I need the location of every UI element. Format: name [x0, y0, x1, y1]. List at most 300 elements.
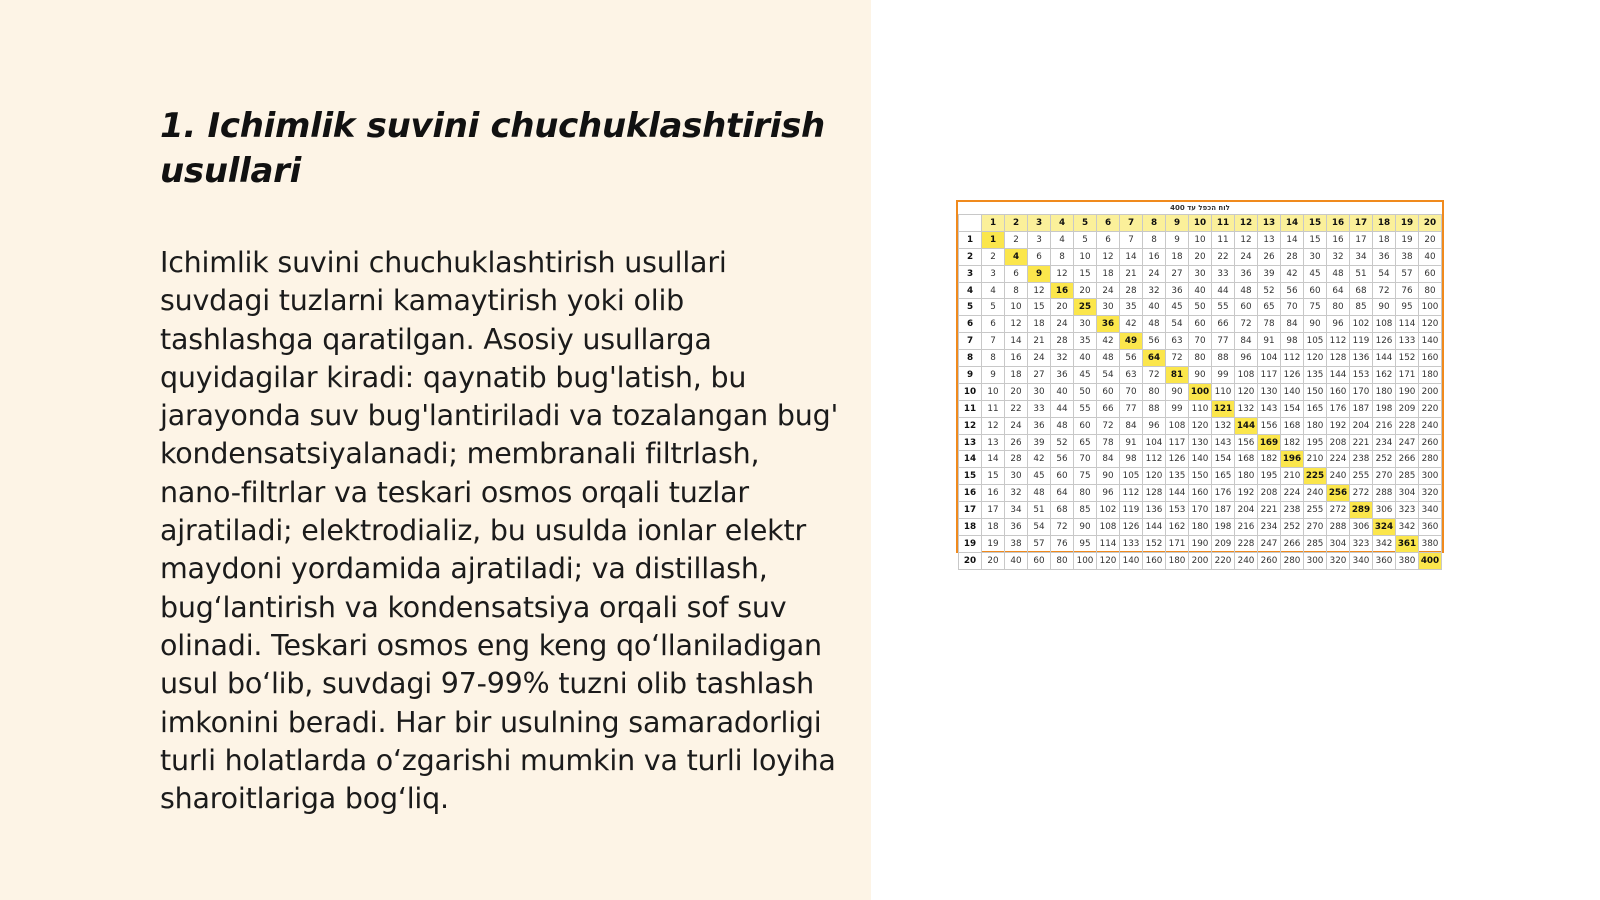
product-cell: 18	[1028, 316, 1051, 333]
product-cell: 65	[1074, 434, 1097, 451]
product-cell: 28	[1051, 333, 1074, 350]
product-cell: 14	[1281, 231, 1304, 248]
product-cell: 342	[1396, 519, 1419, 536]
table-row	[959, 552, 1442, 569]
product-cell: 99	[1166, 400, 1189, 417]
product-cell: 255	[1304, 502, 1327, 519]
product-cell: 266	[1396, 451, 1419, 468]
row-header: 11	[959, 400, 982, 417]
product-cell: 112	[1143, 451, 1166, 468]
product-cell: 102	[1097, 502, 1120, 519]
product-cell: 70	[1120, 383, 1143, 400]
product-cell: 45	[1028, 468, 1051, 485]
table-row	[959, 400, 1442, 417]
product-cell: 54	[1373, 265, 1396, 282]
table-row	[959, 535, 1442, 552]
column-header: 14	[1281, 215, 1304, 232]
product-cell: 72	[1051, 519, 1074, 536]
product-cell: 170	[1350, 383, 1373, 400]
product-cell: 21	[1028, 333, 1051, 350]
table-row	[959, 434, 1442, 451]
product-cell: 2	[982, 248, 1005, 265]
square-cell: 361	[1396, 535, 1419, 552]
product-cell: 40	[1005, 552, 1028, 569]
product-cell: 33	[1212, 265, 1235, 282]
product-cell: 165	[1304, 400, 1327, 417]
product-cell: 300	[1304, 552, 1327, 569]
column-header: 1	[982, 215, 1005, 232]
product-cell: 72	[1235, 316, 1258, 333]
product-cell: 85	[1074, 502, 1097, 519]
product-cell: 360	[1373, 552, 1396, 569]
product-cell: 135	[1166, 468, 1189, 485]
square-cell: 169	[1258, 434, 1281, 451]
row-header: 6	[959, 316, 982, 333]
table-row	[959, 417, 1442, 434]
product-cell: 28	[1120, 282, 1143, 299]
product-cell: 143	[1212, 434, 1235, 451]
product-cell: 56	[1143, 333, 1166, 350]
product-cell: 224	[1327, 451, 1350, 468]
square-cell: 1	[982, 231, 1005, 248]
product-cell: 56	[1051, 451, 1074, 468]
product-cell: 133	[1120, 535, 1143, 552]
product-cell: 285	[1396, 468, 1419, 485]
product-cell: 180	[1166, 552, 1189, 569]
column-header: 11	[1212, 215, 1235, 232]
column-header: 20	[1419, 215, 1442, 232]
product-cell: 44	[1212, 282, 1235, 299]
product-cell: 96	[1235, 350, 1258, 367]
product-cell: 270	[1304, 519, 1327, 536]
product-cell: 27	[1028, 367, 1051, 384]
product-cell: 64	[1327, 282, 1350, 299]
product-cell: 300	[1419, 468, 1442, 485]
product-cell: 48	[1327, 265, 1350, 282]
product-cell: 48	[1028, 485, 1051, 502]
table-corner-cell	[959, 215, 982, 232]
product-cell: 200	[1189, 552, 1212, 569]
product-cell: 306	[1350, 519, 1373, 536]
product-cell: 96	[1143, 417, 1166, 434]
product-cell: 28	[1005, 451, 1028, 468]
product-cell: 30	[1189, 265, 1212, 282]
product-cell: 247	[1396, 434, 1419, 451]
product-cell: 18	[1005, 367, 1028, 384]
product-cell: 108	[1373, 316, 1396, 333]
product-cell: 16	[1005, 350, 1028, 367]
product-cell: 76	[1051, 535, 1074, 552]
product-cell: 15	[1304, 231, 1327, 248]
product-cell: 33	[1028, 400, 1051, 417]
product-cell: 66	[1212, 316, 1235, 333]
product-cell: 260	[1258, 552, 1281, 569]
product-cell: 32	[1051, 350, 1074, 367]
product-cell: 209	[1212, 535, 1235, 552]
product-cell: 12	[1051, 265, 1074, 282]
table-row	[959, 248, 1442, 265]
product-cell: 8	[1051, 248, 1074, 265]
product-cell: 306	[1373, 502, 1396, 519]
product-cell: 143	[1258, 400, 1281, 417]
product-cell: 10	[1189, 231, 1212, 248]
product-cell: 240	[1327, 468, 1350, 485]
product-cell: 120	[1189, 417, 1212, 434]
table-row	[959, 299, 1442, 316]
product-cell: 195	[1304, 434, 1327, 451]
product-cell: 204	[1350, 417, 1373, 434]
product-cell: 272	[1350, 485, 1373, 502]
product-cell: 98	[1281, 333, 1304, 350]
square-cell: 400	[1419, 552, 1442, 569]
product-cell: 38	[1005, 535, 1028, 552]
product-cell: 15	[1074, 265, 1097, 282]
product-cell: 133	[1396, 333, 1419, 350]
column-header: 6	[1097, 215, 1120, 232]
product-cell: 255	[1350, 468, 1373, 485]
product-cell: 60	[1051, 468, 1074, 485]
product-cell: 12	[1005, 316, 1028, 333]
product-cell: 238	[1350, 451, 1373, 468]
product-cell: 3	[982, 265, 1005, 282]
product-cell: 64	[1051, 485, 1074, 502]
product-cell: 54	[1028, 519, 1051, 536]
product-cell: 15	[982, 468, 1005, 485]
product-cell: 84	[1281, 316, 1304, 333]
product-cell: 102	[1350, 316, 1373, 333]
product-cell: 18	[1373, 231, 1396, 248]
product-cell: 28	[1281, 248, 1304, 265]
product-cell: 171	[1396, 367, 1419, 384]
product-cell: 99	[1212, 367, 1235, 384]
product-cell: 266	[1281, 535, 1304, 552]
row-header: 18	[959, 519, 982, 536]
square-cell: 256	[1327, 485, 1350, 502]
square-cell: 225	[1304, 468, 1327, 485]
product-cell: 48	[1097, 350, 1120, 367]
product-cell: 126	[1281, 367, 1304, 384]
product-cell: 36	[1028, 417, 1051, 434]
product-cell: 9	[982, 367, 1005, 384]
product-cell: 20	[1074, 282, 1097, 299]
product-cell: 50	[1189, 299, 1212, 316]
product-cell: 70	[1281, 299, 1304, 316]
product-cell: 252	[1373, 451, 1396, 468]
product-cell: 180	[1189, 519, 1212, 536]
product-cell: 51	[1028, 502, 1051, 519]
product-cell: 40	[1419, 248, 1442, 265]
product-cell: 27	[1166, 265, 1189, 282]
product-cell: 240	[1304, 485, 1327, 502]
product-cell: 187	[1212, 502, 1235, 519]
product-cell: 128	[1143, 485, 1166, 502]
table-row	[959, 316, 1442, 333]
product-cell: 75	[1304, 299, 1327, 316]
product-cell: 252	[1281, 519, 1304, 536]
product-cell: 208	[1258, 485, 1281, 502]
product-cell: 95	[1396, 299, 1419, 316]
product-cell: 234	[1258, 519, 1281, 536]
product-cell: 63	[1120, 367, 1143, 384]
slide-title: 1. Ichimlik suvini chuchuklashtirish usullari	[160, 106, 825, 191]
product-cell: 220	[1212, 552, 1235, 569]
product-cell: 130	[1189, 434, 1212, 451]
product-cell: 26	[1005, 434, 1028, 451]
row-header: 12	[959, 417, 982, 434]
product-cell: 48	[1143, 316, 1166, 333]
product-cell: 42	[1028, 451, 1051, 468]
product-cell: 17	[1350, 231, 1373, 248]
product-cell: 304	[1327, 535, 1350, 552]
product-cell: 48	[1235, 282, 1258, 299]
product-cell: 150	[1304, 383, 1327, 400]
product-cell: 126	[1120, 519, 1143, 536]
product-cell: 110	[1189, 400, 1212, 417]
product-cell: 144	[1373, 350, 1396, 367]
table-row	[959, 231, 1442, 248]
product-cell: 6	[1005, 265, 1028, 282]
square-cell: 144	[1235, 417, 1258, 434]
row-header: 1	[959, 231, 982, 248]
product-cell: 176	[1327, 400, 1350, 417]
product-cell: 228	[1235, 535, 1258, 552]
product-cell: 182	[1281, 434, 1304, 451]
table-row	[959, 451, 1442, 468]
product-cell: 105	[1304, 333, 1327, 350]
product-cell: 77	[1212, 333, 1235, 350]
product-cell: 88	[1212, 350, 1235, 367]
product-cell: 35	[1074, 333, 1097, 350]
product-cell: 42	[1281, 265, 1304, 282]
product-cell: 24	[1143, 265, 1166, 282]
product-cell: 360	[1419, 519, 1442, 536]
product-cell: 16	[1143, 248, 1166, 265]
column-header: 3	[1028, 215, 1051, 232]
product-cell: 132	[1235, 400, 1258, 417]
product-cell: 60	[1189, 316, 1212, 333]
product-cell: 60	[1028, 552, 1051, 569]
table-row	[959, 502, 1442, 519]
product-cell: 15	[1028, 299, 1051, 316]
product-cell: 240	[1235, 552, 1258, 569]
product-cell: 238	[1281, 502, 1304, 519]
product-cell: 19	[982, 535, 1005, 552]
product-cell: 68	[1051, 502, 1074, 519]
product-cell: 77	[1120, 400, 1143, 417]
product-cell: 95	[1074, 535, 1097, 552]
product-cell: 112	[1281, 350, 1304, 367]
product-cell: 234	[1373, 434, 1396, 451]
product-cell: 162	[1373, 367, 1396, 384]
product-cell: 120	[1304, 350, 1327, 367]
product-cell: 90	[1074, 519, 1097, 536]
product-cell: 160	[1143, 552, 1166, 569]
table-row	[959, 367, 1442, 384]
table-row	[959, 485, 1442, 502]
product-cell: 156	[1258, 417, 1281, 434]
product-cell: 204	[1235, 502, 1258, 519]
product-cell: 108	[1235, 367, 1258, 384]
product-cell: 22	[1212, 248, 1235, 265]
product-cell: 260	[1419, 434, 1442, 451]
square-cell: 324	[1373, 519, 1396, 536]
row-header: 3	[959, 265, 982, 282]
column-header: 13	[1258, 215, 1281, 232]
column-header: 18	[1373, 215, 1396, 232]
product-cell: 20	[1419, 231, 1442, 248]
product-cell: 170	[1189, 502, 1212, 519]
product-cell: 208	[1327, 434, 1350, 451]
product-cell: 144	[1166, 485, 1189, 502]
product-cell: 342	[1373, 535, 1396, 552]
product-cell: 24	[1051, 316, 1074, 333]
square-cell: 289	[1350, 502, 1373, 519]
column-header: 10	[1189, 215, 1212, 232]
product-cell: 19	[1396, 231, 1419, 248]
product-cell: 10	[1074, 248, 1097, 265]
product-cell: 17	[982, 502, 1005, 519]
column-header: 17	[1350, 215, 1373, 232]
product-cell: 119	[1350, 333, 1373, 350]
row-header: 5	[959, 299, 982, 316]
product-cell: 162	[1166, 519, 1189, 536]
product-cell: 12	[982, 417, 1005, 434]
product-cell: 45	[1166, 299, 1189, 316]
product-cell: 323	[1396, 502, 1419, 519]
product-cell: 60	[1419, 265, 1442, 282]
product-cell: 247	[1258, 535, 1281, 552]
product-cell: 240	[1419, 417, 1442, 434]
product-cell: 24	[1005, 417, 1028, 434]
product-cell: 30	[1028, 383, 1051, 400]
square-cell: 4	[1005, 248, 1028, 265]
product-cell: 160	[1419, 350, 1442, 367]
product-cell: 34	[1350, 248, 1373, 265]
product-cell: 96	[1327, 316, 1350, 333]
square-cell: 49	[1120, 333, 1143, 350]
square-cell: 100	[1189, 383, 1212, 400]
row-header: 20	[959, 552, 982, 569]
product-cell: 182	[1258, 451, 1281, 468]
product-cell: 320	[1327, 552, 1350, 569]
product-cell: 190	[1396, 383, 1419, 400]
product-cell: 195	[1258, 468, 1281, 485]
product-cell: 11	[982, 400, 1005, 417]
product-cell: 80	[1419, 282, 1442, 299]
product-cell: 187	[1350, 400, 1373, 417]
row-header: 2	[959, 248, 982, 265]
product-cell: 4	[1051, 231, 1074, 248]
product-cell: 32	[1327, 248, 1350, 265]
product-cell: 78	[1258, 316, 1281, 333]
row-header: 14	[959, 451, 982, 468]
product-cell: 6	[1097, 231, 1120, 248]
product-cell: 78	[1097, 434, 1120, 451]
slide-body-text: Ichimlik suvini chuchuklashtirish usullari suvdagi tuzlarni kamaytirish yoki olib tashlashga qaratilgan. Asosiy usullarga quyidagilar kiradi: qaynatib bug'latish, bu jarayonda suv bug'lantiriladi va tozalangan bug' kondensatsiyalanadi; membranali filtrlash, nano-filtrlar va teskari osmos orqali tuzlar ajratiladi; elektrodializ, bu usulda ionlar elektr maydoni yordamida ajratiladi; va distillash, bug‘lantirish va kondensatsiya orqali sof suv olinadi. Teskari osmos eng keng qo‘llaniladigan usul bo‘lib, suvdagi 97-99% tuzni olib tashlash imkonini beradi. Har bir usulning samaradorligi turli holatlarda o‘zgarishi mumkin va turli loyiha sharoitlariga bog‘liq.	[160, 246, 839, 816]
product-cell: 60	[1304, 282, 1327, 299]
product-cell: 128	[1327, 350, 1350, 367]
product-cell: 3	[1028, 231, 1051, 248]
product-cell: 320	[1419, 485, 1442, 502]
product-cell: 168	[1281, 417, 1304, 434]
product-cell: 126	[1166, 451, 1189, 468]
product-cell: 8	[1143, 231, 1166, 248]
product-cell: 160	[1189, 485, 1212, 502]
row-header: 8	[959, 350, 982, 367]
product-cell: 150	[1189, 468, 1212, 485]
product-cell: 288	[1327, 519, 1350, 536]
product-cell: 153	[1350, 367, 1373, 384]
product-cell: 51	[1350, 265, 1373, 282]
product-cell: 12	[1097, 248, 1120, 265]
product-cell: 18	[1097, 265, 1120, 282]
product-cell: 120	[1097, 552, 1120, 569]
product-cell: 108	[1166, 417, 1189, 434]
product-cell: 16	[982, 485, 1005, 502]
product-cell: 38	[1396, 248, 1419, 265]
product-cell: 2	[1005, 231, 1028, 248]
product-cell: 91	[1120, 434, 1143, 451]
column-header: 2	[1005, 215, 1028, 232]
row-header: 19	[959, 535, 982, 552]
product-cell: 40	[1189, 282, 1212, 299]
product-cell: 136	[1350, 350, 1373, 367]
row-header: 7	[959, 333, 982, 350]
square-cell: 121	[1212, 400, 1235, 417]
product-cell: 180	[1304, 417, 1327, 434]
product-cell: 98	[1120, 451, 1143, 468]
product-cell: 90	[1373, 299, 1396, 316]
product-cell: 57	[1396, 265, 1419, 282]
product-cell: 70	[1189, 333, 1212, 350]
product-cell: 55	[1074, 400, 1097, 417]
product-cell: 171	[1166, 535, 1189, 552]
product-cell: 117	[1258, 367, 1281, 384]
square-cell: 16	[1051, 282, 1074, 299]
product-cell: 140	[1419, 333, 1442, 350]
product-cell: 7	[1120, 231, 1143, 248]
product-cell: 90	[1304, 316, 1327, 333]
table-header-row	[959, 215, 1442, 232]
product-cell: 32	[1005, 485, 1028, 502]
product-cell: 54	[1097, 367, 1120, 384]
product-cell: 154	[1281, 400, 1304, 417]
product-cell: 45	[1074, 367, 1097, 384]
product-cell: 135	[1304, 367, 1327, 384]
product-cell: 84	[1235, 333, 1258, 350]
product-cell: 270	[1373, 468, 1396, 485]
product-cell: 18	[982, 519, 1005, 536]
product-cell: 288	[1373, 485, 1396, 502]
column-header: 7	[1120, 215, 1143, 232]
product-cell: 285	[1304, 535, 1327, 552]
product-cell: 152	[1143, 535, 1166, 552]
product-cell: 117	[1166, 434, 1189, 451]
product-cell: 72	[1143, 367, 1166, 384]
product-cell: 91	[1258, 333, 1281, 350]
product-cell: 10	[982, 383, 1005, 400]
product-cell: 26	[1258, 248, 1281, 265]
product-cell: 65	[1258, 299, 1281, 316]
product-cell: 216	[1373, 417, 1396, 434]
product-cell: 60	[1074, 417, 1097, 434]
product-cell: 126	[1373, 333, 1396, 350]
product-cell: 68	[1350, 282, 1373, 299]
product-cell: 198	[1373, 400, 1396, 417]
product-cell: 96	[1097, 485, 1120, 502]
product-cell: 160	[1327, 383, 1350, 400]
table-caption: לוח הכפל עד 400	[1170, 204, 1230, 212]
